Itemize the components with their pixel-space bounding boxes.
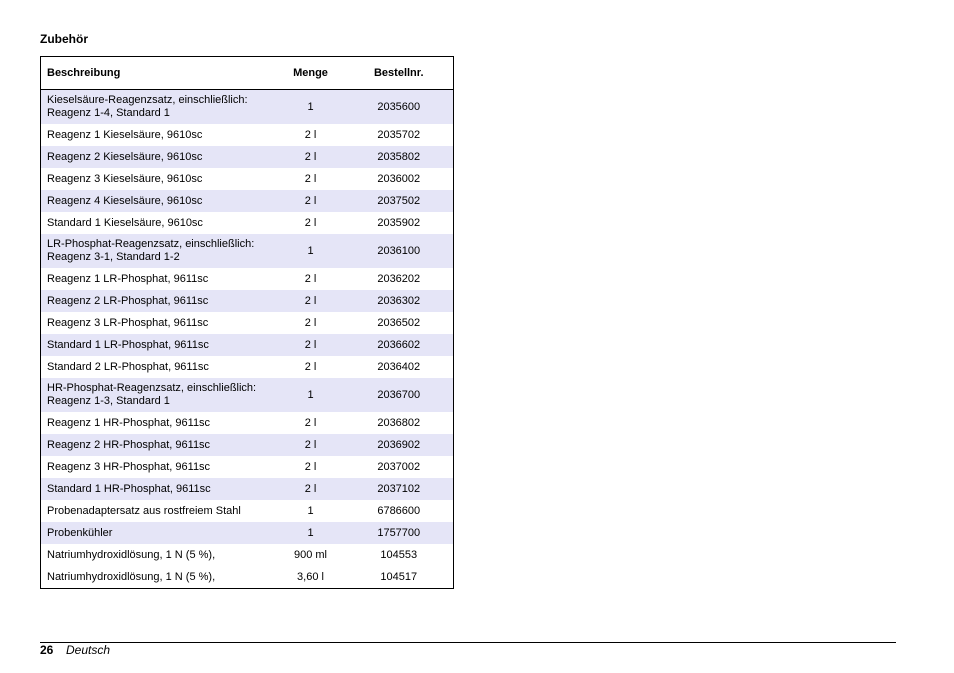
cell-order-number: 1757700 xyxy=(345,522,454,544)
table-row xyxy=(41,378,454,412)
header-order-number: Bestellnr. xyxy=(345,57,454,90)
table-row xyxy=(41,268,454,290)
table-row xyxy=(41,334,454,356)
cell-quantity: 2 l xyxy=(304,128,317,141)
cell-description: Kieselsäure-Reagenzsatz, einschließlich: Reagenz 1-4, Standard 1 xyxy=(41,90,277,125)
cell-order-number: 2035702 xyxy=(377,128,421,141)
table-row xyxy=(41,412,454,434)
cell-quantity: 1 xyxy=(307,504,314,517)
cell-quantity: 2 l xyxy=(277,290,345,312)
cell-quantity: 1 xyxy=(277,522,345,544)
cell-order-number: 2036100 xyxy=(345,234,454,268)
table-row xyxy=(41,290,454,312)
table-row xyxy=(41,500,454,522)
cell-order-number: 104517 xyxy=(380,570,418,583)
cell-description: HR-Phosphat-Reagenzsatz, einschließlich: Reagenz 1-3, Standard 1 xyxy=(41,378,277,412)
cell-order-number: 2037002 xyxy=(377,460,421,473)
cell-description: Reagenz 3 Kieselsäure, 9610sc xyxy=(47,172,203,185)
cell-quantity: 2 l xyxy=(277,146,345,168)
cell-order-number: 2036002 xyxy=(377,172,421,185)
table-row xyxy=(41,190,454,212)
header-quantity: Menge xyxy=(277,57,345,90)
cell-order-number: 2036402 xyxy=(377,360,421,373)
table-row xyxy=(41,146,454,168)
footer-rule xyxy=(40,642,896,643)
cell-quantity: 1 xyxy=(277,90,345,125)
table-body xyxy=(41,90,454,589)
cell-description: Reagenz 2 HR-Phosphat, 9611sc xyxy=(41,434,277,456)
cell-description: Probenkühler xyxy=(41,522,277,544)
cell-quantity: 2 l xyxy=(277,190,345,212)
accessories-table xyxy=(40,56,454,589)
cell-quantity: 2 l xyxy=(304,416,317,429)
table-row xyxy=(41,566,454,589)
cell-quantity: 900 ml xyxy=(293,548,328,561)
table-row xyxy=(41,312,454,334)
table-row xyxy=(41,168,454,190)
cell-order-number: 2035802 xyxy=(345,146,454,168)
cell-description: Reagenz 3 HR-Phosphat, 9611sc xyxy=(47,460,211,473)
table-row xyxy=(41,90,454,125)
cell-order-number: 6786600 xyxy=(377,504,421,517)
table-header-row xyxy=(41,57,454,90)
cell-order-number: 2036802 xyxy=(377,416,421,429)
cell-description: Reagenz 1 Kieselsäure, 9610sc xyxy=(47,128,203,141)
cell-order-number: 2036302 xyxy=(345,290,454,312)
cell-order-number: 2037102 xyxy=(345,478,454,500)
table-row xyxy=(41,212,454,234)
cell-description: Natriumhydroxidlösung, 1 N (5 %), xyxy=(47,570,216,583)
cell-quantity: 1 xyxy=(277,234,345,268)
table-row xyxy=(41,478,454,500)
cell-order-number: 104553 xyxy=(380,548,418,561)
cell-quantity: 2 l xyxy=(304,316,317,329)
cell-description: Probenadaptersatz aus rostfreiem Stahl xyxy=(47,504,241,517)
cell-quantity: 2 l xyxy=(304,360,317,373)
cell-description: Reagenz 1 HR-Phosphat, 9611sc xyxy=(47,416,211,429)
cell-quantity: 2 l xyxy=(277,434,345,456)
cell-description: Reagenz 3 LR-Phosphat, 9611sc xyxy=(47,316,209,329)
table-row xyxy=(41,356,454,378)
cell-description: Reagenz 4 Kieselsäure, 9610sc xyxy=(41,190,277,212)
cell-quantity: 2 l xyxy=(277,334,345,356)
header-description: Beschreibung xyxy=(41,57,277,90)
cell-quantity: 2 l xyxy=(304,272,317,285)
cell-order-number: 2036902 xyxy=(345,434,454,456)
cell-description: Standard 1 HR-Phosphat, 9611sc xyxy=(41,478,277,500)
cell-order-number: 2035600 xyxy=(345,90,454,125)
cell-description: Natriumhydroxidlösung, 1 N (5 %), xyxy=(47,548,216,561)
cell-quantity: 2 l xyxy=(304,172,317,185)
table-row xyxy=(41,124,454,146)
cell-order-number: 2036700 xyxy=(345,378,454,412)
cell-description: Reagenz 2 Kieselsäure, 9610sc xyxy=(41,146,277,168)
cell-order-number: 2036602 xyxy=(345,334,454,356)
cell-description: LR-Phosphat-Reagenzsatz, einschließlich: Reagenz 3-1, Standard 1-2 xyxy=(41,234,277,268)
cell-order-number: 2037502 xyxy=(345,190,454,212)
cell-description: Standard 2 LR-Phosphat, 9611sc xyxy=(47,360,209,373)
cell-description: Reagenz 1 LR-Phosphat, 9611sc xyxy=(47,272,209,285)
cell-quantity: 2 l xyxy=(277,478,345,500)
cell-quantity: 3,60 l xyxy=(297,570,324,583)
page-language: Deutsch xyxy=(66,643,111,657)
table-row xyxy=(41,456,454,478)
cell-order-number: 2036202 xyxy=(377,272,421,285)
section-title: Zubehör xyxy=(40,32,88,46)
cell-description: Standard 1 Kieselsäure, 9610sc xyxy=(47,216,203,229)
table-row xyxy=(41,522,454,544)
cell-quantity: 1 xyxy=(277,378,345,412)
cell-description: Reagenz 2 LR-Phosphat, 9611sc xyxy=(41,290,277,312)
cell-order-number: 2036502 xyxy=(377,316,421,329)
table-row xyxy=(41,234,454,268)
cell-quantity: 2 l xyxy=(304,216,317,229)
table-row xyxy=(41,544,454,566)
cell-quantity: 2 l xyxy=(304,460,317,473)
cell-description: Standard 1 LR-Phosphat, 9611sc xyxy=(41,334,277,356)
cell-order-number: 2035902 xyxy=(377,216,421,229)
page-number: 26 xyxy=(40,643,54,657)
table-row xyxy=(41,434,454,456)
